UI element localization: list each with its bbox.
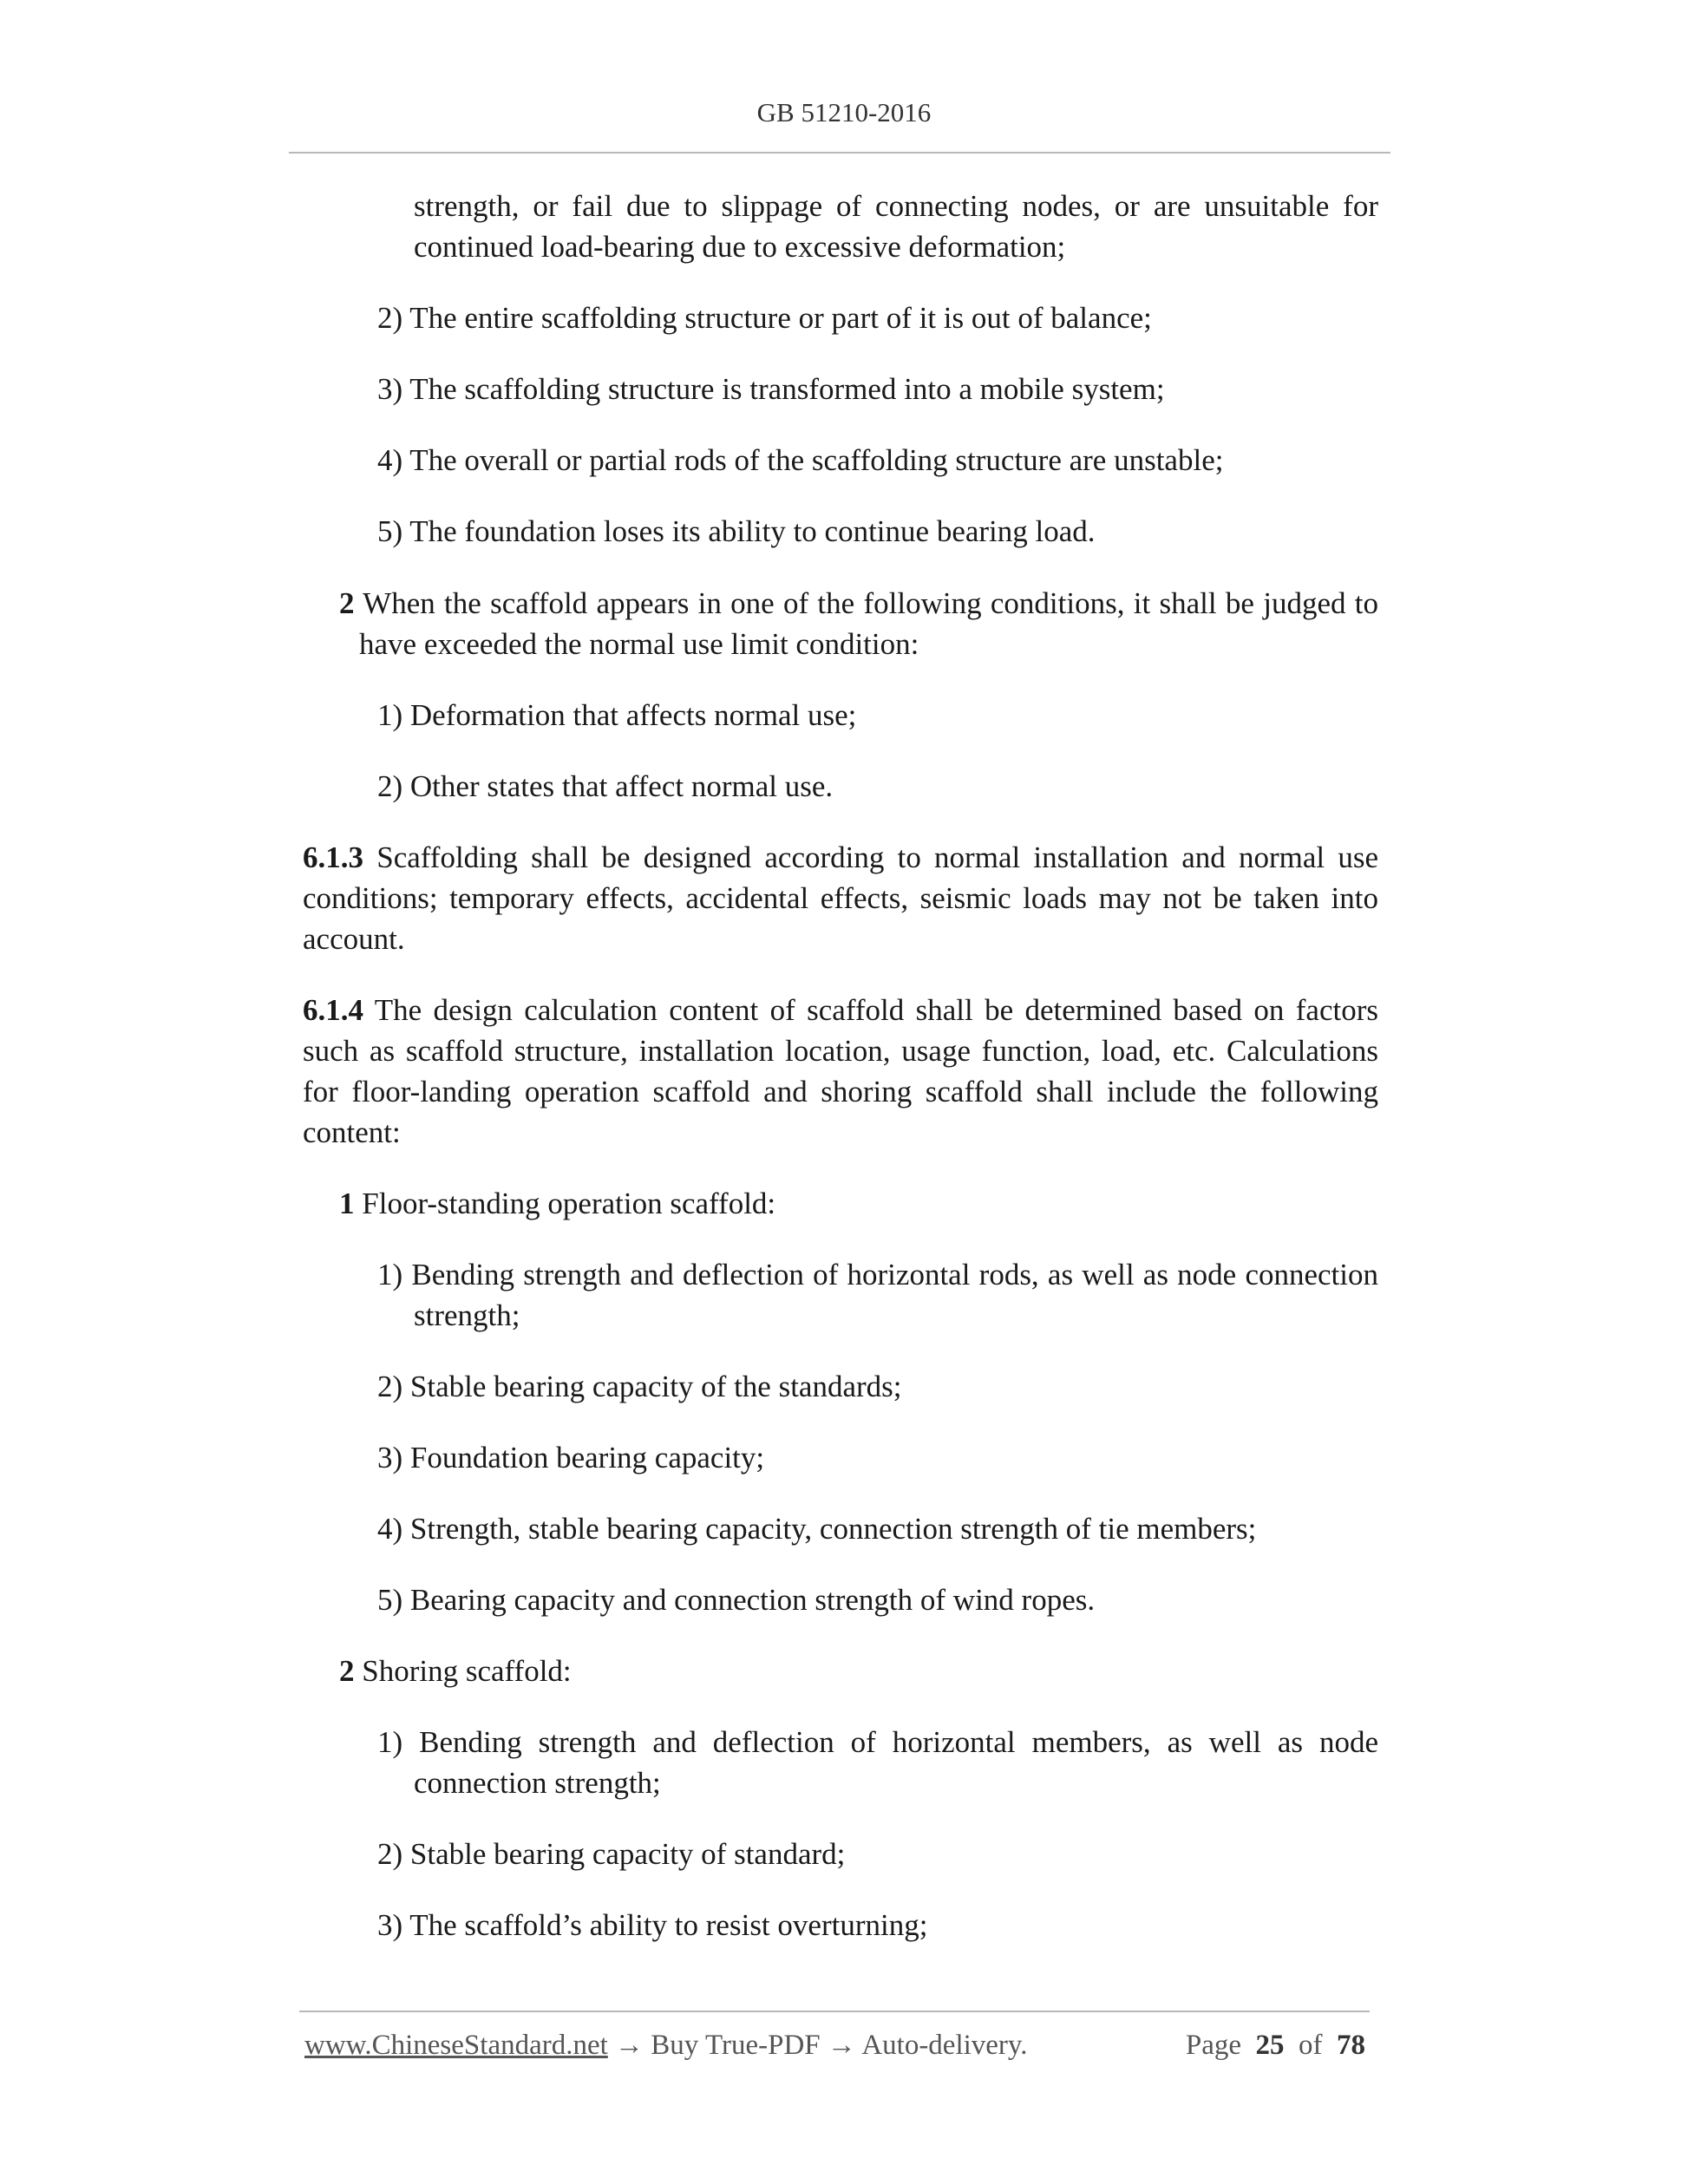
list-item bbox=[339, 1651, 1378, 1691]
arrow-right-icon: → bbox=[827, 2030, 856, 2061]
footer-divider bbox=[299, 2011, 1370, 2012]
page-header: GB 51210-2016 bbox=[756, 97, 932, 128]
item-text: Shoring scaffold: bbox=[354, 1654, 572, 1688]
clause-number: 6.1.3 bbox=[303, 840, 363, 874]
paragraph-line: have exceeded the normal use limit condition: bbox=[359, 627, 919, 661]
item-number: 2 bbox=[339, 1654, 355, 1688]
item-number: 2 bbox=[339, 586, 355, 620]
list-item bbox=[339, 1183, 1378, 1224]
list-item bbox=[339, 583, 1378, 624]
paragraph-line: strength, or fail due to slippage of connecting nodes, or are unsuitable for bbox=[414, 189, 1378, 223]
clause-text: Scaffolding shall be designed according to normal installation and normal use conditions; temporary effects, accidental effects, seismic loads may not be taken into account. bbox=[303, 840, 1378, 956]
website-link[interactable]: www.ChineseStandard.net bbox=[304, 2030, 608, 2061]
of-label: of bbox=[1299, 2030, 1323, 2061]
clause-text: The design calculation content of scaffold shall be determined based on factors such as scaffold structure, installation location, usage function, load, etc. Calculations for floor-landing operation scaffold and shoring scaffold shall include the following content: bbox=[303, 993, 1378, 1149]
list-item: 1) Bending strength and deflection of horizontal members, as well as node connection strength; bbox=[377, 1725, 1378, 1800]
total-pages: 78 bbox=[1337, 2030, 1365, 2061]
list-item: 2) Other states that affect normal use. bbox=[377, 769, 834, 803]
page-label: Page bbox=[1185, 2030, 1241, 2061]
arrow-right-icon: → bbox=[615, 2030, 644, 2061]
list-item: 4) Strength, stable bearing capacity, connection strength of tie members; bbox=[377, 1512, 1257, 1546]
item-number: 1 bbox=[339, 1187, 355, 1220]
clause-paragraph bbox=[303, 837, 1378, 959]
paragraph-line: continued load-bearing due to excessive deformation; bbox=[414, 230, 1066, 264]
list-item: 4) The overall or partial rods of the scaffolding structure are unstable; bbox=[377, 443, 1224, 477]
list-item: 2) The entire scaffolding structure or part of it is out of balance; bbox=[377, 301, 1152, 335]
delivery-text: Auto-delivery. bbox=[861, 2030, 1028, 2061]
item-text: When the scaffold appears in one of the following conditions, it shall be judged to bbox=[354, 586, 1378, 620]
list-item: 5) Bearing capacity and connection strength of wind ropes. bbox=[377, 1583, 1096, 1617]
list-item: 3) The scaffolding structure is transformed into a mobile system; bbox=[377, 372, 1165, 406]
list-item: 3) The scaffold’s ability to resist overturning; bbox=[377, 1908, 928, 1942]
item-text: Floor-standing operation scaffold: bbox=[354, 1187, 776, 1220]
list-item: 1) Deformation that affects normal use; bbox=[377, 698, 857, 732]
buy-text: Buy True-PDF bbox=[651, 2030, 821, 2061]
list-item: 2) Stable bearing capacity of standard; bbox=[377, 1837, 846, 1871]
clause-paragraph bbox=[303, 990, 1378, 1153]
list-item: 1) Bending strength and deflection of horizontal rods, as well as node connection strength; bbox=[377, 1258, 1378, 1332]
header-divider bbox=[289, 152, 1390, 154]
footer-promo bbox=[304, 2030, 1028, 2062]
list-item: 5) The foundation loses its ability to continue bearing load. bbox=[377, 514, 1096, 548]
page-number: 25 bbox=[1255, 2030, 1285, 2061]
clause-number: 6.1.4 bbox=[303, 993, 363, 1027]
list-item: 3) Foundation bearing capacity; bbox=[377, 1441, 765, 1475]
list-item: 2) Stable bearing capacity of the standards; bbox=[377, 1370, 902, 1403]
page-indicator bbox=[1186, 2030, 1365, 2062]
